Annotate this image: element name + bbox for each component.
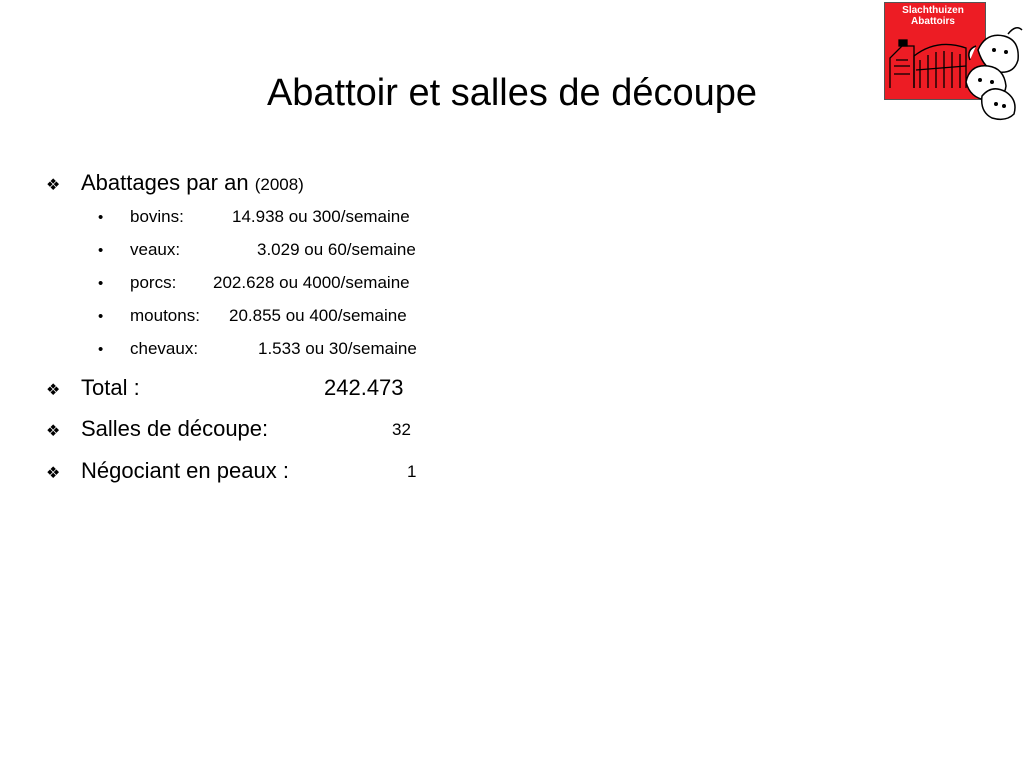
bullet-dot-icon: •: [98, 242, 104, 259]
animal-label: bovins:: [130, 207, 184, 226]
diamond-cluster-icon: ❖: [46, 177, 61, 194]
diamond-cluster-icon: ❖: [46, 465, 61, 482]
salles-value: 32: [392, 420, 411, 439]
animal-label: moutons:: [130, 306, 200, 325]
abattages-year: (2008): [254, 175, 304, 194]
livestock-building-icon: [882, 0, 1024, 124]
animal-label: chevaux:: [130, 339, 199, 358]
bullet-dot-icon: •: [98, 275, 104, 292]
total-value: 242.473: [324, 375, 404, 400]
animal-value: 202.628 ou 4000/semaine: [213, 273, 410, 292]
list-item: [98, 306, 407, 326]
total-label: Total :: [81, 375, 140, 400]
animal-label: porcs:: [130, 273, 177, 292]
animal-value: 20.855 ou 400/semaine: [229, 306, 407, 325]
salles-row: [46, 416, 268, 442]
bullet-dot-icon: •: [98, 209, 104, 226]
list-item: [98, 273, 410, 293]
negociant-row: [46, 458, 289, 484]
negociant-value: 1: [407, 462, 417, 481]
salles-label: Salles de découpe:: [81, 416, 269, 441]
abattages-label: Abattages par an: [81, 170, 249, 195]
animal-value: 14.938 ou 300/semaine: [232, 207, 410, 226]
negociant-label: Négociant en peaux :: [81, 458, 289, 483]
diamond-cluster-icon: ❖: [46, 423, 61, 440]
animal-label: veaux:: [130, 240, 181, 259]
animal-value: 3.029 ou 60/semaine: [257, 240, 416, 259]
abattoir-logo: [882, 0, 1024, 124]
logo-line-2: Abattoirs: [911, 16, 955, 27]
diamond-cluster-icon: ❖: [46, 382, 61, 399]
list-item: [98, 339, 417, 359]
logo-line-1: Slachthuizen: [902, 5, 964, 16]
list-item: [98, 207, 410, 227]
abattages-heading: [46, 170, 304, 196]
slide-title: Abattoir et salles de découpe: [266, 72, 758, 114]
list-item: [98, 240, 416, 260]
bullet-dot-icon: •: [98, 308, 104, 325]
bullet-dot-icon: •: [98, 341, 104, 358]
animal-value: 1.533 ou 30/semaine: [258, 339, 417, 358]
total-row: [46, 375, 140, 401]
